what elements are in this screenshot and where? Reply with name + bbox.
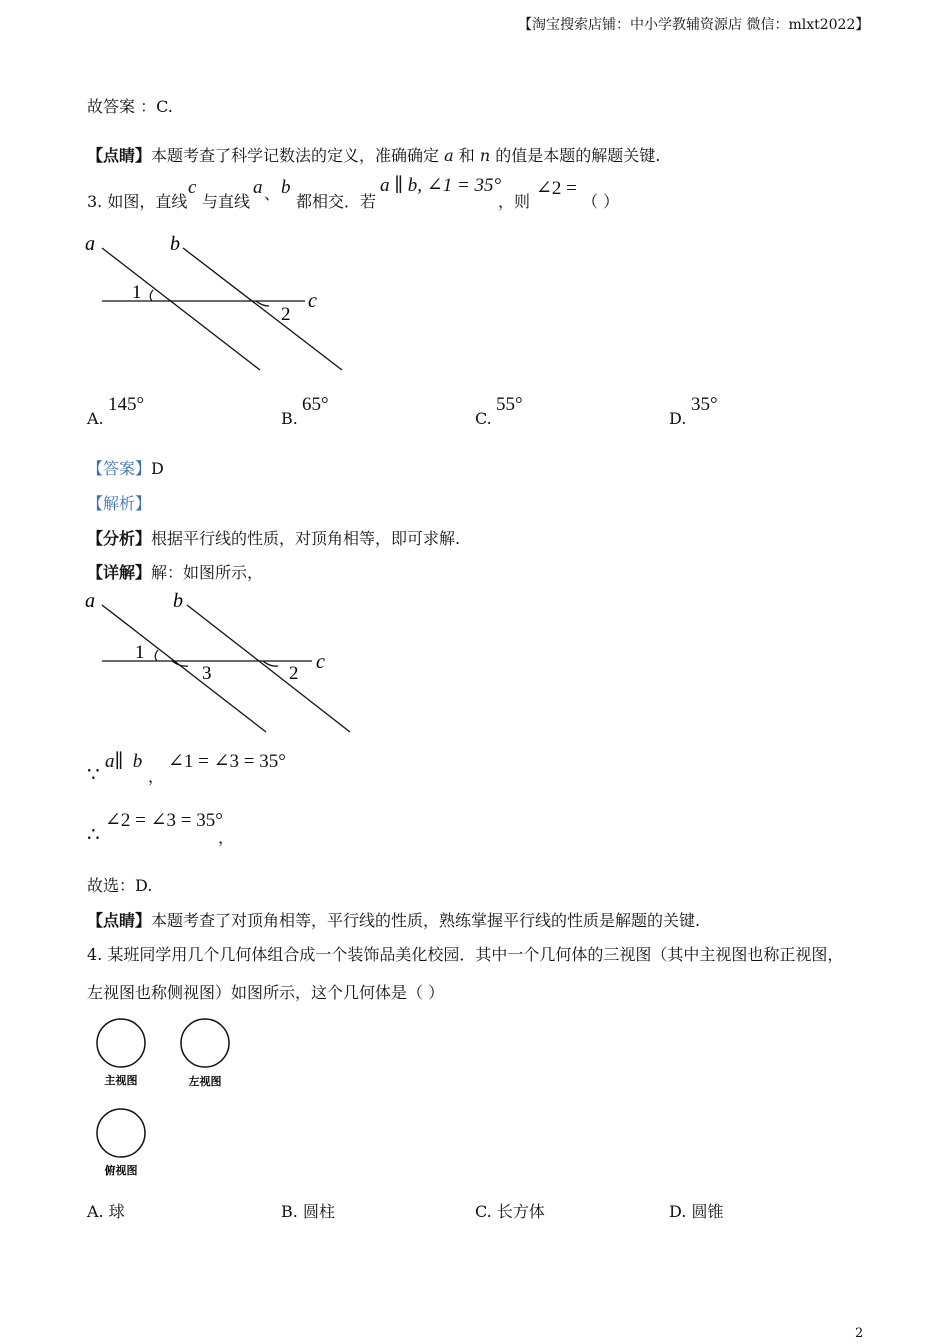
q4-option-d	[669, 1199, 723, 1222]
q3-text-intersect: 都相交．若	[296, 192, 377, 211]
page-number: 2	[855, 1326, 864, 1341]
detail-tag: 【详解】	[87, 563, 152, 582]
q3-detail	[87, 560, 263, 583]
fig2-label-a: a	[85, 590, 95, 612]
q4-three-views	[90, 1012, 240, 1182]
q4-option-c	[475, 1199, 545, 1222]
q3-ask: ∠2 =	[536, 178, 577, 199]
comment-and: 和	[458, 146, 475, 165]
comment-tag: 【点睛】	[87, 146, 152, 165]
q3-point	[87, 908, 700, 931]
q3-comma-then: ，则	[498, 192, 531, 211]
q4-option-a-letter: A.	[87, 1202, 104, 1221]
because-parallel: ∥	[114, 751, 124, 772]
point-tag: 【点睛】	[87, 911, 152, 930]
q4-option-d-letter: D.	[669, 1202, 687, 1221]
q3-fenxi	[87, 526, 460, 549]
comment-text-2: 的值是本题的解题关键.	[495, 146, 661, 165]
q3-answer	[87, 456, 164, 479]
q3-var-b: b	[281, 177, 291, 198]
therefore-equation: ∠2 = ∠3 = 35°	[105, 810, 223, 831]
front-view-circle	[97, 1019, 145, 1067]
fig2-line-a	[102, 605, 266, 732]
fig2-label-b: b	[173, 590, 183, 612]
fig2-label-1: 1	[135, 642, 145, 663]
q3-option-c-value: 55°	[496, 394, 523, 415]
q4-option-c-value: 长方体	[496, 1202, 545, 1221]
left-view-circle	[181, 1019, 229, 1067]
because-symbol: ∵	[87, 762, 100, 786]
because-comma: ，	[148, 767, 165, 786]
line-a	[102, 248, 260, 370]
q3-option-b-value: 65°	[302, 394, 329, 415]
q3-cond-a: a	[380, 175, 390, 196]
fig2-label-c: c	[316, 651, 325, 673]
q3-number-text: 3. 如图，直线	[87, 192, 188, 211]
because-equation: ∠1 = ∠3 = 35°	[168, 751, 286, 772]
left-view-label: 左视图	[188, 1075, 222, 1088]
fig1-label-2: 2	[281, 304, 291, 325]
fig2-label-3: 3	[202, 663, 212, 684]
q3-solution-figure	[80, 585, 370, 740]
top-view-circle	[97, 1109, 145, 1157]
front-view-label: 主视图	[104, 1074, 138, 1087]
q3-option-c-letter: C.	[475, 409, 492, 428]
comment-var-a: a	[444, 146, 454, 165]
q4-line-1: 4. 某班同学用几个几何体组合成一个装饰品美化校园．其中一个几何体的三视图（其中主视图也称正视图，	[87, 945, 844, 964]
q3-cond-rest: b, ∠1 = 35°	[407, 175, 502, 196]
q3-sep: 、	[264, 184, 281, 203]
answer-value: D	[151, 459, 164, 478]
therefore-symbol: ∴	[87, 822, 100, 846]
q3-condition	[380, 174, 501, 197]
fig1-label-1: 1	[132, 282, 142, 303]
q3-cond-parallel: ∥	[394, 175, 404, 196]
answer-tag: 【答案】	[87, 459, 152, 478]
page-header: 【淘宝搜索店铺：中小学教辅资源店 微信：mlxt2022】	[518, 17, 870, 33]
detail-text: 解：如图所示，	[151, 563, 264, 582]
q4-option-a-value: 球	[108, 1202, 125, 1221]
q4-option-d-value: 圆锥	[691, 1202, 724, 1221]
q4-option-b-letter: B.	[281, 1202, 298, 1221]
q4-option-b-value: 圆柱	[302, 1202, 335, 1221]
line-b	[183, 248, 342, 370]
because-a: a	[105, 751, 115, 772]
fenxi-text: 根据平行线的性质，对顶角相等，即可求解.	[151, 529, 461, 548]
therefore-comma: ，	[218, 828, 235, 847]
fig1-label-c: c	[308, 290, 317, 312]
q3-paren: （ ）	[582, 192, 620, 211]
prev-answer-line: 故答案 ：C.	[87, 97, 173, 116]
fig1-label-a: a	[85, 233, 95, 255]
q3-option-a-value: 145°	[108, 394, 145, 415]
q3-option-d-value: 35°	[691, 394, 718, 415]
fig2-angle-1-arc	[155, 650, 158, 661]
q3-figure	[80, 228, 360, 378]
q4-option-c-letter: C.	[475, 1202, 492, 1221]
q4-option-a	[87, 1199, 125, 1222]
q4-option-b	[281, 1199, 335, 1222]
angle-1-arc	[150, 290, 153, 301]
comment-var-n: n	[479, 146, 491, 165]
q3-choose: 故选：D.	[87, 876, 153, 895]
fig2-label-2: 2	[289, 663, 299, 684]
point-text: 本题考查了对顶角相等，平行线的性质，熟练掌握平行线的性质是解题的关键.	[151, 911, 701, 930]
q3-var-a: a	[253, 177, 263, 198]
because-b: b	[132, 751, 143, 772]
q3-option-a-letter: A.	[87, 409, 104, 428]
comment-text-1: 本题考查了科学记数法的定义，准确确定	[151, 146, 440, 165]
q3-var-c: c	[188, 177, 197, 198]
q3-option-b-letter: B.	[281, 409, 298, 428]
because-expr	[105, 750, 142, 773]
fig1-label-b: b	[170, 233, 180, 255]
analysis-tag: 【解析】	[87, 494, 152, 513]
prev-comment	[87, 143, 660, 166]
fenxi-tag: 【分析】	[87, 529, 152, 548]
q3-text-with: 与直线	[202, 192, 251, 211]
q3-option-d-letter: D.	[669, 409, 687, 428]
q4-line-2: 左视图也称侧视图）如图所示，这个几何体是（ ）	[87, 983, 445, 1002]
top-view-label: 俯视图	[104, 1164, 138, 1177]
